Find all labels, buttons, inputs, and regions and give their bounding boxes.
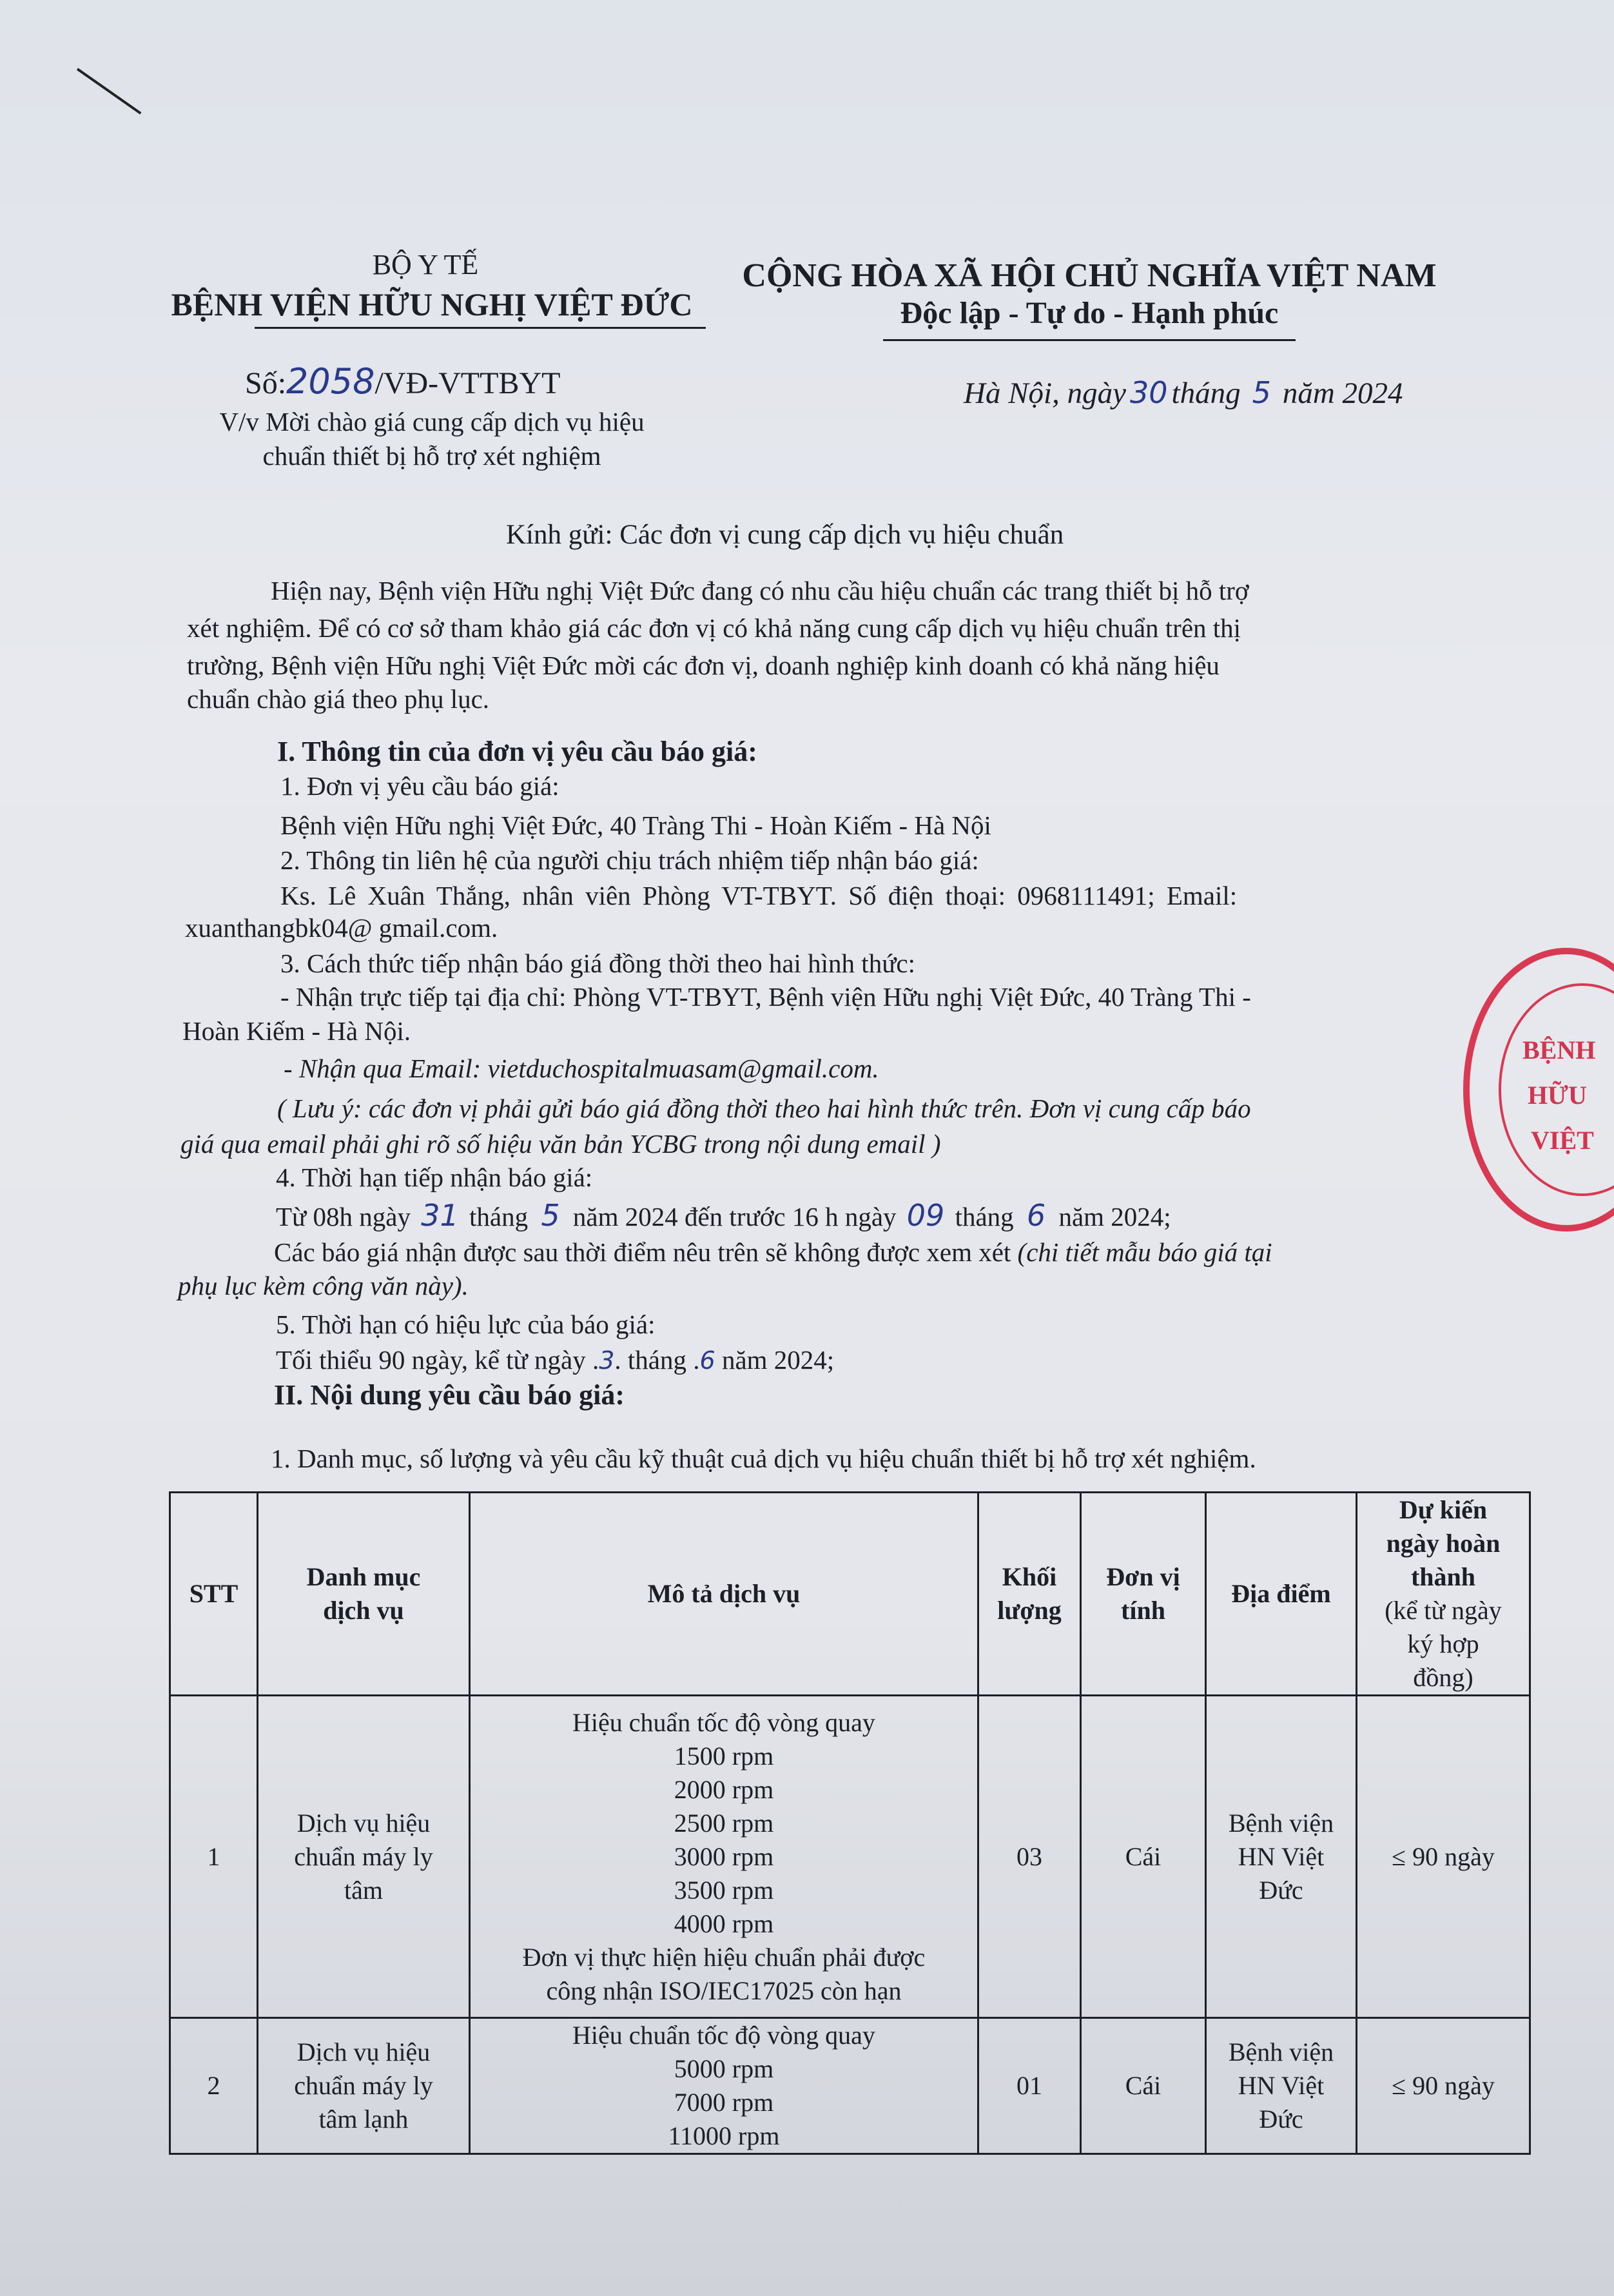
item-2-body-1: Ks. Lê Xuân Thắng, nhân viên Phòng VT-TBYT. Số điện thoại: 0968111491; Email: — [280, 881, 1238, 910]
row-1-category: Dịch vụ hiệu chuẩn máy ly tâm — [258, 1696, 470, 2018]
item-3-email: - Nhận qua Email: vietduchospitalmuasam@gmail.com. — [284, 1054, 879, 1083]
table-row — [170, 1696, 1530, 2018]
item-5-title: 5. Thời hạn có hiệu lực của báo giá: — [276, 1310, 656, 1339]
header-finish: Dự kiến ngày hoàn thành (kể từ ngày ký hợp đồng) — [1357, 1493, 1530, 1696]
stamp-text-1: BỆNH — [1522, 1035, 1596, 1065]
row-2-finish: ≤ 90 ngày — [1357, 2018, 1530, 2154]
header-quantity: Khối lượng — [978, 1493, 1081, 1696]
item-3-note-2: giá qua email phải ghi rõ số hiệu văn bản YCBG trong nội dung email ) — [180, 1129, 941, 1159]
pen-mark — [77, 68, 142, 114]
stamp-text-2: HỮU — [1528, 1081, 1587, 1110]
document-number: Số:2058/VĐ-VTTBYT — [245, 361, 561, 402]
item-4-body-2: Các báo giá nhận được sau thời điểm nêu trên sẽ không được xem xét (chi tiết mẫu báo giá tại — [274, 1237, 1272, 1267]
greeting: Kính gửi: Các đơn vị cung cấp dịch vụ hiệu chuẩn — [506, 520, 1064, 550]
country-name: CỘNG HÒA XÃ HỘI CHỦ NGHĨA VIỆT NAM — [742, 257, 1437, 294]
item-2-title: 2. Thông tin liên hệ của người chịu trách nhiệm tiếp nhận báo giá: — [280, 845, 979, 875]
row-2-category: Dịch vụ hiệu chuẩn máy ly tâm lạnh — [258, 2018, 470, 2154]
item-3-note-1: ( Lưu ý: các đơn vị phải gửi báo giá đồng thời theo hai hình thức trên. Đơn vị cung cấp báo — [277, 1094, 1251, 1123]
table-row — [170, 2018, 1530, 2154]
header-stt: STT — [170, 1493, 258, 1696]
item-4-body-1: Từ 08h ngày 31 tháng 5 năm 2024 đến trước 16 h ngày 09 tháng 6 năm 2024; — [276, 1198, 1171, 1233]
ministry-name: BỘ Y TẾ — [372, 249, 479, 280]
header-unit: Đơn vị tính — [1081, 1493, 1206, 1696]
item-1-title: 1. Đơn vị yêu cầu báo giá: — [280, 771, 559, 801]
section-1-title: I. Thông tin của đơn vị yêu cầu báo giá: — [277, 736, 757, 767]
item-4-body-3: phụ lục kèm công văn này). — [178, 1271, 469, 1300]
subject-line-2: chuẩn thiết bị hỗ trợ xét nghiệm — [262, 441, 601, 471]
intro-line-1: Hiện nay, Bệnh viện Hữu nghị Việt Đức đang có nhu cầu hiệu chuẩn các trang thiết bị hỗ trợ — [271, 576, 1249, 605]
item-3-body-2: Hoàn Kiếm - Hà Nội. — [182, 1016, 411, 1046]
section-2-item-1: 1. Danh mục, số lượng và yêu cầu kỹ thuật cuả dịch vụ hiệu chuẩn thiết bị hỗ trợ xét nghiệm. — [271, 1444, 1256, 1473]
row-2-quantity: 01 — [978, 2018, 1081, 2154]
section-2-title: II. Nội dung yêu cầu báo giá: — [274, 1379, 625, 1411]
national-motto: Độc lập - Tự do - Hạnh phúc — [900, 296, 1279, 330]
row-1-description: Hiệu chuẩn tốc độ vòng quay 1500 rpm 2000 rpm 2500 rpm 3000 rpm 3500 rpm 4000 rpm Đơn vị thực hiện hiệu chuẩn phải được công nhận ISO/IEC17025 còn hạn — [470, 1696, 978, 2018]
row-2-description: Hiệu chuẩn tốc độ vòng quay 5000 rpm 7000 rpm 11000 rpm — [470, 2018, 978, 2154]
row-2-stt: 2 — [170, 2018, 258, 2154]
intro-line-3: trường, Bệnh viện Hữu nghị Việt Đức mời các đơn vị, doanh nghiệp kinh doanh có khả năng hiệu — [187, 651, 1220, 680]
item-5-body: Tối thiểu 90 ngày, kể từ ngày .3. tháng .6 năm 2024; — [276, 1345, 835, 1375]
services-table — [169, 1491, 1531, 2155]
item-2-body-2: xuanthangbk04@ gmail.com. — [185, 913, 498, 943]
intro-line-4: chuẩn chào giá theo phụ lục. — [187, 684, 490, 714]
issue-date: Hà Nội, ngày 30 tháng 5 năm 2024 — [964, 375, 1403, 410]
row-1-stt: 1 — [170, 1696, 258, 2018]
item-3-title: 3. Cách thức tiếp nhận báo giá đồng thời theo hai hình thức: — [280, 948, 916, 978]
hospital-name: BỆNH VIỆN HỮU NGHỊ VIỆT ĐỨC — [171, 286, 693, 322]
item-3-body-1: - Nhận trực tiếp tại địa chỉ: Phòng VT-TBYT, Bệnh viện Hữu nghị Việt Đức, 40 Tràng Thi - — [280, 982, 1251, 1012]
header-place: Địa điểm — [1206, 1493, 1357, 1696]
row-1-finish: ≤ 90 ngày — [1357, 1696, 1530, 2018]
hospital-underline — [255, 327, 706, 329]
table-header-row — [170, 1493, 1530, 1696]
intro-line-2: xét nghiệm. Để có cơ sở tham khảo giá các đơn vị có khả năng cung cấp dịch vụ hiệu chuẩn trên thị — [187, 613, 1241, 643]
header-category: Danh mục dịch vụ — [258, 1493, 470, 1696]
motto-underline — [883, 339, 1296, 341]
subject-line-1: V/v Mời chào giá cung cấp dịch vụ hiệu — [219, 407, 645, 437]
row-1-quantity: 03 — [978, 1696, 1081, 2018]
item-4-title: 4. Thời hạn tiếp nhận báo giá: — [276, 1163, 593, 1192]
row-1-place: Bệnh viện HN Việt Đức — [1206, 1696, 1357, 2018]
stamp-text-3: VIỆT — [1531, 1126, 1594, 1155]
item-1-body: Bệnh viện Hữu nghị Việt Đức, 40 Tràng Thi - Hoàn Kiếm - Hà Nội — [280, 810, 991, 840]
row-2-unit: Cái — [1081, 2018, 1206, 2154]
header-description: Mô tả dịch vụ — [470, 1493, 978, 1696]
row-1-unit: Cái — [1081, 1696, 1206, 2018]
row-2-place: Bệnh viện HN Việt Đức — [1206, 2018, 1357, 2154]
